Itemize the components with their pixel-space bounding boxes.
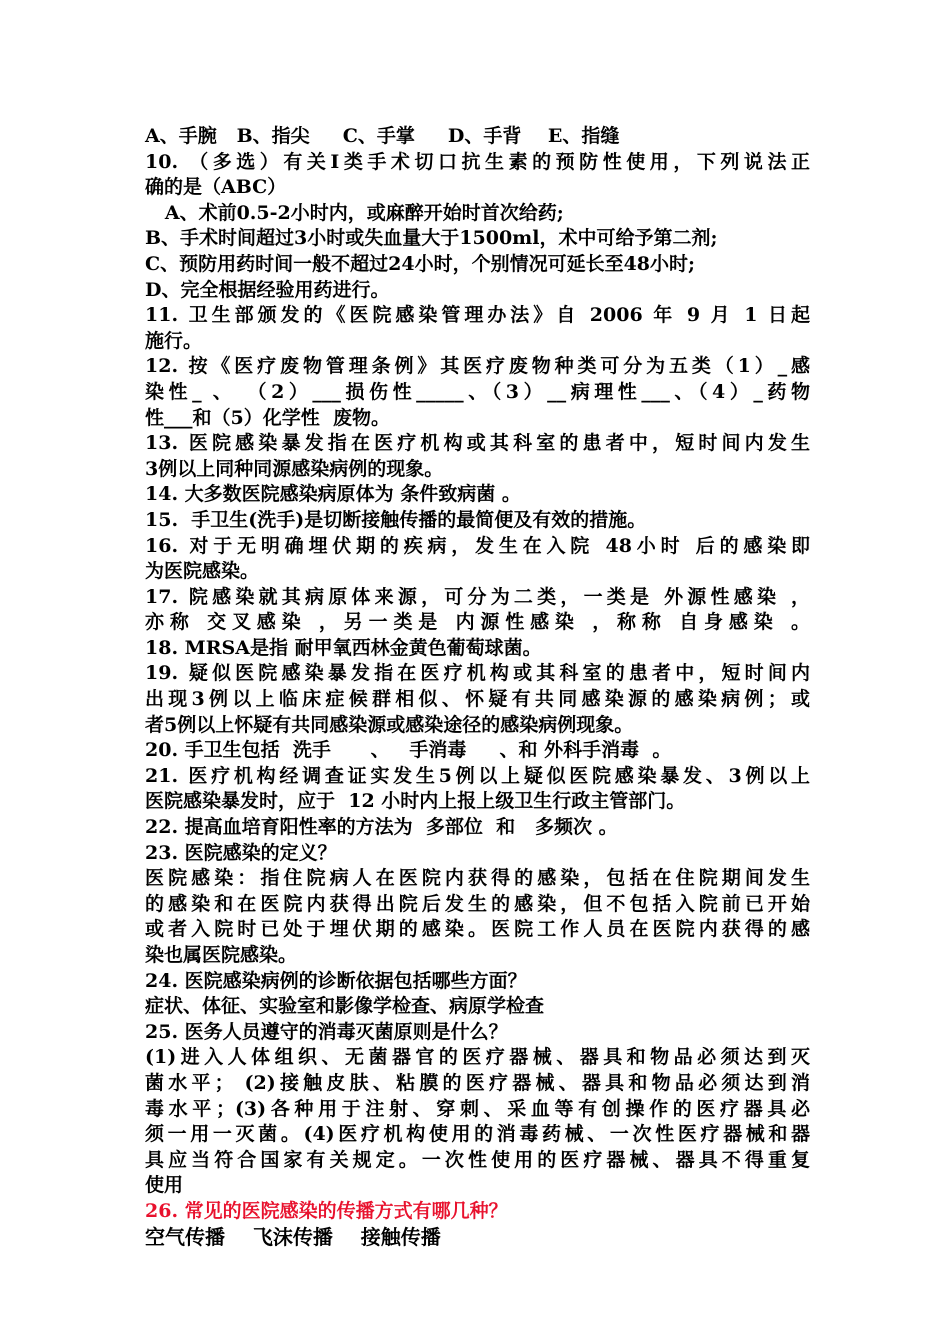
q15-line: 15. 手卫生(洗手)是切断接触传播的最简便及有效的措施。 bbox=[145, 508, 647, 531]
q26-answer: 空气传播 飞沫传播 接触传播 bbox=[145, 1224, 441, 1249]
q16-line-1: 16. 对于无明确埋伏期的疾病，发生在入院 48小时 后的感染即 bbox=[145, 534, 810, 557]
q11-line-1: 11. 卫生部颁发的《医院感染管理办法》自 2006 年 9 月 1 日起 bbox=[145, 304, 810, 327]
q20-line: 20. 手卫生包括 洗手 、 手消毒 、和 外科手消毒 。 bbox=[145, 739, 672, 762]
q17-line-2: 亦称 交叉感染 ，另一类是 内源性感染 ，称称 自身感染 。 bbox=[145, 611, 810, 634]
q23-answer-4: 染也属医院感染。 bbox=[145, 944, 298, 966]
q21-line-1: 21. 医疗机构经调查证实发生5例以上疑似医院感染暴发、3例以上 bbox=[145, 764, 810, 787]
q10-option-d: D、完全根据经验用药进行。 bbox=[145, 278, 390, 301]
q26-question: 26. 常见的医院感染的传播方式有哪几种？ bbox=[145, 1199, 508, 1222]
q10-line-2: 确的是（ABC） bbox=[145, 176, 287, 199]
q19-line-1: 19. 疑似医院感染暴发指在医疗机构或其科室的患者中，短时间内 bbox=[145, 662, 810, 685]
q25-question: 25. 医务人员遵守的消毒灭菌原则是什么？ bbox=[145, 1020, 508, 1043]
q24-answer: 症状、体征、实验室和影像学检查、病原学检查 bbox=[145, 995, 545, 1018]
q22-line: 22. 提高血培育阳性率的方法为 多部位 和 多频次 。 bbox=[145, 816, 618, 839]
q10-option-a: A、术前0.5-2小时内，或麻醉开始时首次给药; bbox=[145, 201, 564, 224]
q25-answer-1: (1)进入人体组织、无菌器官的医疗器械、器具和物品必须达到灭 bbox=[145, 1046, 810, 1069]
q16-line-2: 为医院感染。 bbox=[145, 560, 260, 583]
q12-line-3: 性___和（5）化学性 废物。 bbox=[145, 406, 390, 429]
q23-question: 23. 医院感染的定义？ bbox=[145, 841, 337, 864]
q25-answer-6: 使用 bbox=[145, 1174, 184, 1197]
q25-answer-5: 具应当符合国家有关规定。一次性使用的医疗器械、器具不得重复 bbox=[145, 1148, 810, 1171]
q25-answer-4: 须一用一灭菌。(4)医疗机构使用的消毒药械、一次性医疗器械和器 bbox=[145, 1123, 810, 1146]
q23-answer-3: 或者入院时已处于埋伏期的感染。医院工作人员在医院内获得的感 bbox=[145, 918, 810, 941]
document-page bbox=[145, 124, 810, 1250]
q25-answer-2: 菌水平； (2)接触皮肤、粘膜的医疗器械、器具和物品必须达到消 bbox=[145, 1071, 810, 1094]
q9-options: A、手腕 B、指尖 C、手掌 D、手背 E、指缝 bbox=[145, 125, 620, 147]
q11-line-2: 施行。 bbox=[145, 329, 203, 352]
q17-line-1: 17. 院感染就其病原体来源，可分为二类，一类是 外源性感染 ， bbox=[145, 585, 810, 608]
q19-line-2: 出现3例以上临床症候群相似、怀疑有共同感染源的感染病例；或 bbox=[145, 688, 810, 711]
q24-question: 24. 医院感染病例的诊断依据包括哪些方面？ bbox=[145, 969, 527, 992]
q12-line-2: 染性_ 、 （2）___损伤性_____、（3）__病理性___、（4）_药物 bbox=[145, 380, 810, 403]
q19-line-3: 者5例以上怀疑有共同感染源或感染途径的感染病例现象。 bbox=[145, 713, 634, 736]
q18-line: 18. MRSA是指 耐甲氧西林金黄色葡萄球菌。 bbox=[145, 636, 542, 659]
q10-option-b: B、手术时间超过3小时或失血量大于1500ml，术中可给予第二剂; bbox=[145, 227, 718, 250]
q23-answer-1: 医院感染：指住院病人在医院内获得的感染，包括在住院期间发生 bbox=[145, 867, 810, 890]
q23-answer-2: 的感染和在医院内获得出院后发生的感染，但不包括入院前已开始 bbox=[145, 892, 810, 915]
q13-line-2: 3例以上同种同源感染病例的现象。 bbox=[145, 457, 444, 480]
q12-line-1: 12. 按《医疗废物管理条例》其医疗废物种类可分为五类（1）_感 bbox=[145, 355, 810, 378]
q14-line: 14. 大多数医院感染病原体为 条件致病菌 。 bbox=[145, 483, 521, 506]
q13-line-1: 13. 医院感染暴发指在医疗机构或其科室的患者中，短时间内发生 bbox=[145, 432, 810, 455]
q10-line-1: 10. （多选）有关I类手术切口抗生素的预防性使用，下列说法正 bbox=[145, 150, 810, 173]
q21-line-2: 医院感染暴发时，应于 12 小时内上报上级卫生行政主管部门。 bbox=[145, 790, 686, 813]
q10-option-c: C、预防用药时间一般不超过24小时，个别情况可延长至48小时; bbox=[145, 252, 696, 275]
q25-answer-3: 毒水平；(3)各种用于注射、穿刺、采血等有创操作的医疗器具必 bbox=[145, 1097, 810, 1120]
